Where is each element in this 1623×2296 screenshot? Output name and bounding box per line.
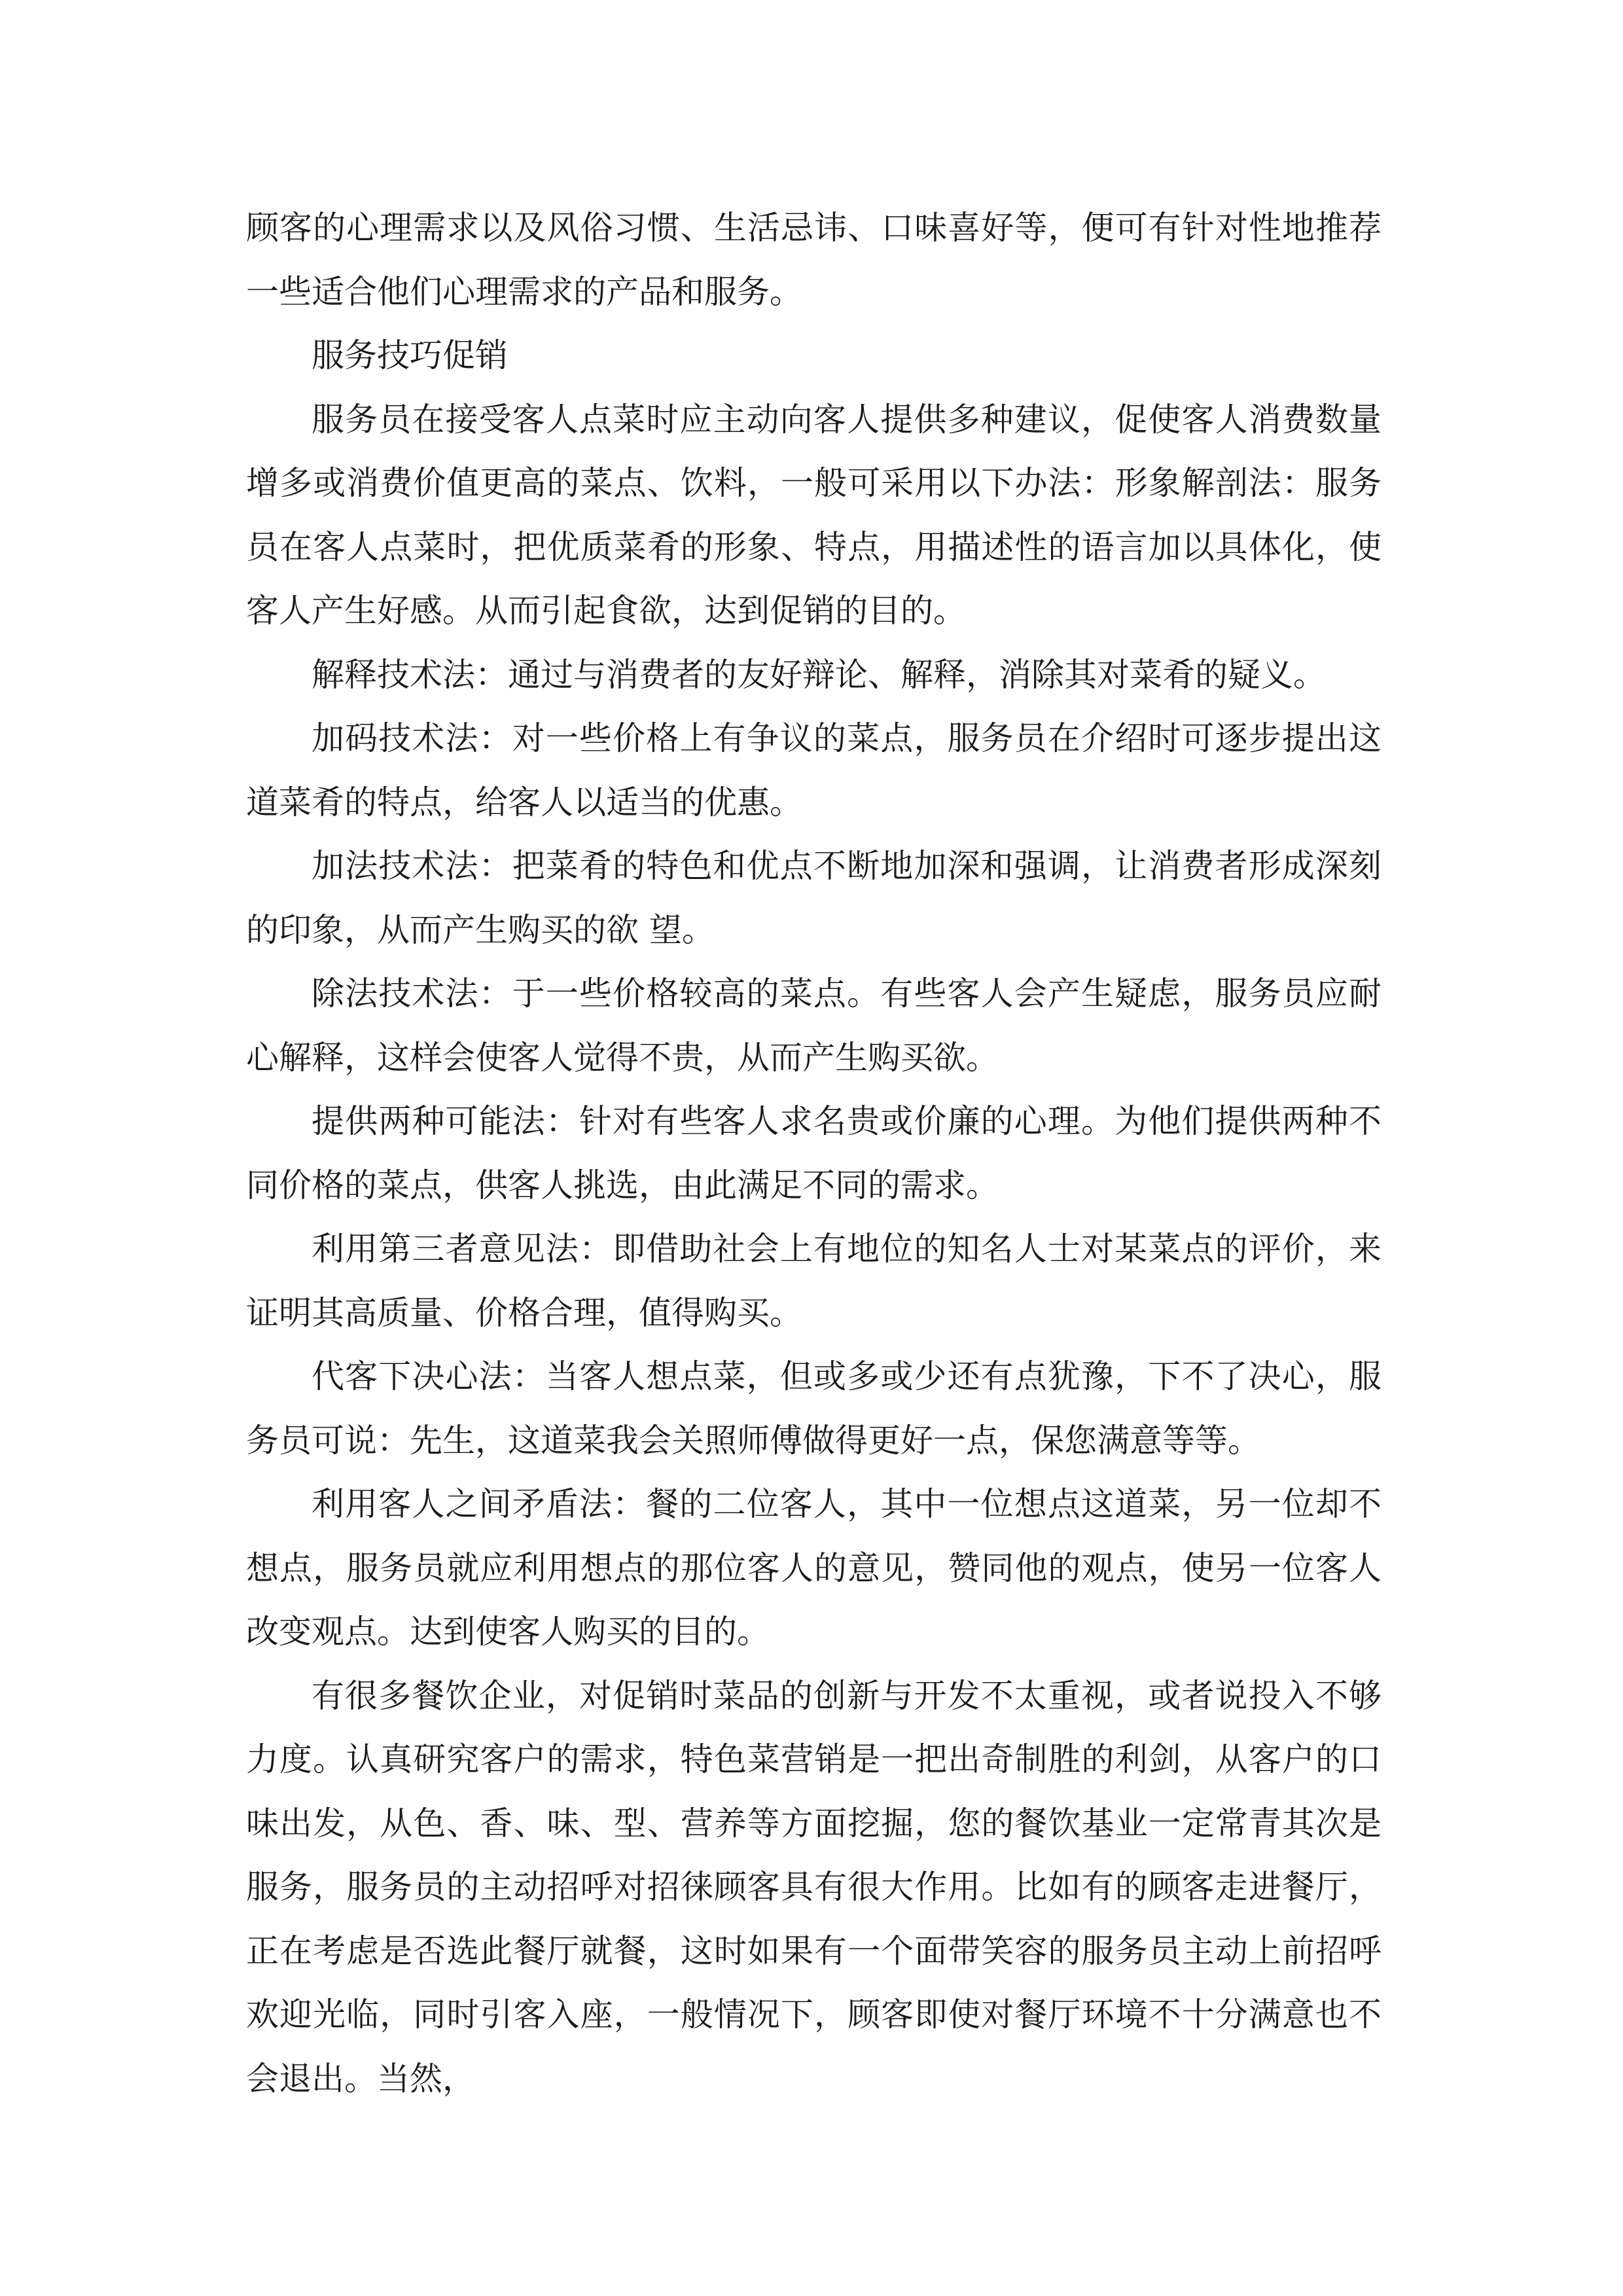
- paragraph: 利用第三者意见法：即借助社会上有地位的知名人士对某菜点的评价，来证明其高质量、价格合理，值得购买。: [246, 1230, 1382, 1332]
- paragraph: 提供两种可能法：针对有些客人求名贵或价廉的心理。为他们提供两种不同价格的菜点，供客人挑选，由此满足不同的需求。: [246, 1102, 1382, 1204]
- paragraph: 解释技术法：通过与消费者的友好辩论、解释，消除其对菜肴的疑义。: [312, 655, 1326, 694]
- paragraph: 代客下决心法：当客人想点菜，但或多或少还有点犹豫，下不了决心，服务员可说：先生，这道菜我会关照师傅做得更好一点，保您满意等等。: [246, 1357, 1382, 1460]
- paragraph: 顾客的心理需求以及风俗习惯、生活忌讳、口味喜好等，便可有针对性地推荐一些适合他们心理需求的产品和服务。: [246, 209, 1382, 311]
- paragraph: 加码技术法：对一些价格上有争议的菜点，服务员在介绍时可逐步提出这道菜肴的特点，给客人以适当的优惠。: [246, 719, 1382, 821]
- paragraph: 利用客人之间矛盾法：餐的二位客人，其中一位想点这道菜，另一位却不想点，服务员就应利用想点的那位客人的意见，赞同他的观点，使另一位客人改变观点。达到使客人购买的目的。: [246, 1485, 1382, 1651]
- document-body: [246, 196, 1382, 2111]
- paragraph: 加法技术法：把菜肴的特色和优点不断地加深和强调，让消费者形成深刻的印象，从而产生购买的欲 望。: [246, 847, 1382, 949]
- section-heading: 服务技巧促销: [312, 336, 508, 374]
- paragraph: 服务员在接受客人点菜时应主动向客人提供多种建议，促使客人消费数量增多或消费价值更高的菜点、饮料，一般可采用以下办法：形象解剖法：服务员在客人点菜时，把优质菜肴的形象、特点，用描述性的语言加以具体化，使客人产生好感。从而引起食欲，达到促销的目的。: [246, 400, 1382, 630]
- paragraph: 除法技术法：于一些价格较高的菜点。有些客人会产生疑虑，服务员应耐心解释，这样会使客人觉得不贵，从而产生购买欲。: [246, 975, 1382, 1077]
- paragraph: 有很多餐饮企业，对促销时菜品的创新与开发不太重视，或者说投入不够力度。认真研究客户的需求，特色菜营销是一把出奇制胜的利剑，从客户的口味出发，从色、香、味、型、营养等方面挖掘，您的餐饮基业一定常青其次是服务，服务员的主动招呼对招徕顾客具有很大作用。比如有的顾客走进餐厅，正在考虑是否选此餐厅就餐，这时如果有一个面带笑容的服务员主动上前招呼欢迎光临，同时引客入座，一般情况下，顾客即使对餐厅环境不十分满意也不会退出。当然，: [246, 1676, 1382, 2098]
